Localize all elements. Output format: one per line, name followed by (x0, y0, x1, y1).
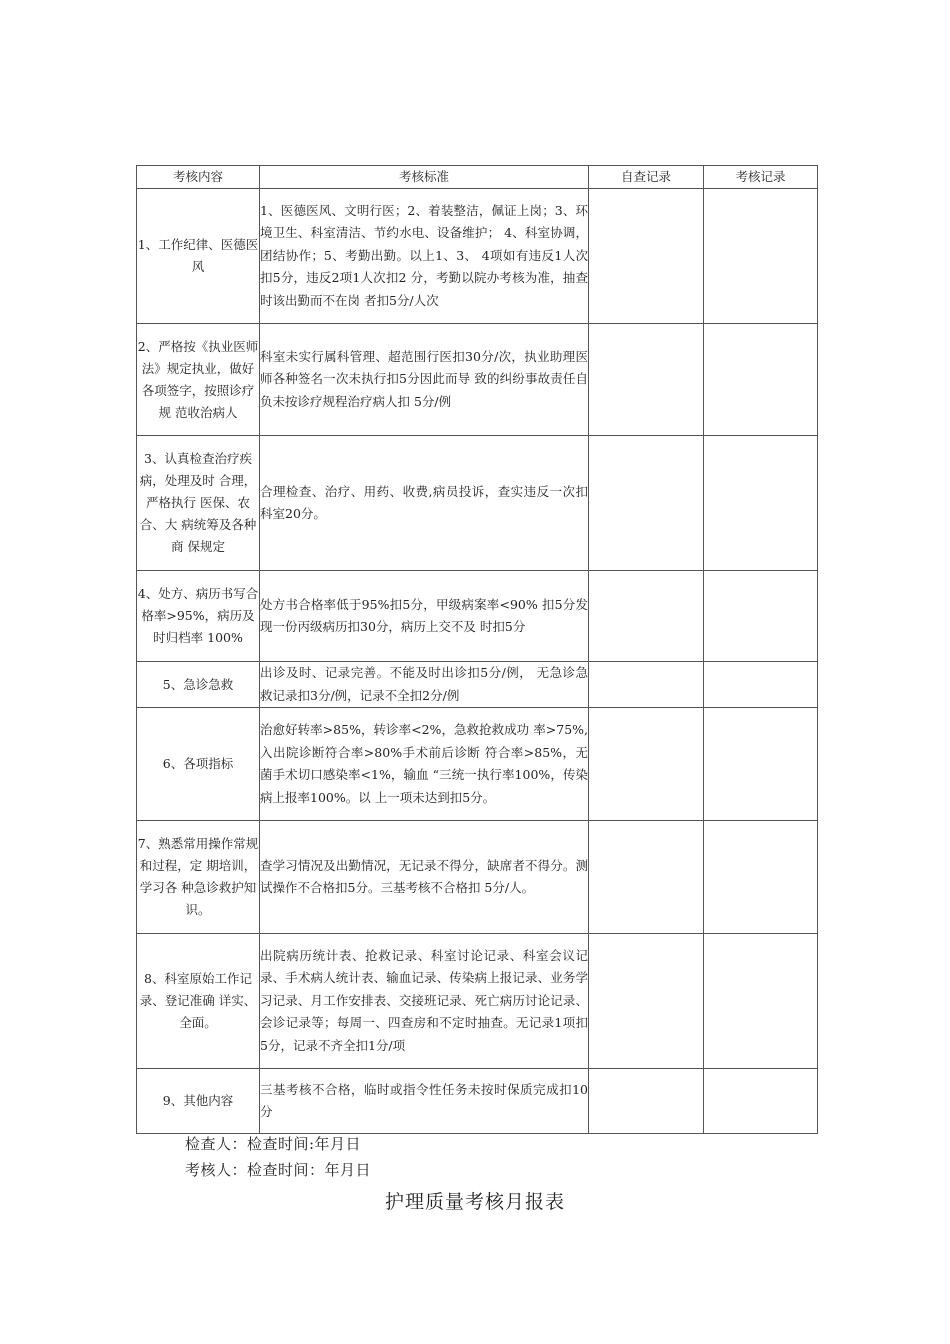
row-item: 6、各项指标 (137, 708, 260, 821)
row-standard: 查学习情况及出勤情况，无记录不得分，缺席者不得分。测试操作不合格扣5分。三基考核不合格扣 5分/人。 (260, 821, 589, 934)
row-item: 3、认真检查治疗疾病，处理及时 合理，严格执行 医保、农合、大 病统筹及各种商 保规定 (137, 436, 260, 571)
row-item: 1、工作纪律、医德医风 (137, 189, 260, 324)
assessment-sheet (136, 165, 817, 1134)
row-standard: 合理检查、治疗、用药、收费,病员投诉，查实违反一次扣科室20分。 (260, 436, 589, 571)
row-item: 7、熟悉常用操作常规和过程，定 期培训，学习各 种急诊救护知 识。 (137, 821, 260, 934)
table-row (137, 436, 818, 571)
row-item: 4、处方、病历书写合格率>95%，病历及时归档率 100% (137, 571, 260, 662)
table-row (137, 324, 818, 436)
self-check-cell[interactable] (589, 662, 704, 708)
table-row (137, 821, 818, 934)
review-cell[interactable] (704, 571, 818, 662)
review-cell[interactable] (704, 662, 818, 708)
table-row (137, 708, 818, 821)
assessor-line: 考核人：检查时间：年月日 (185, 1161, 372, 1179)
self-check-cell[interactable] (589, 324, 704, 436)
table-row (137, 189, 818, 324)
review-cell[interactable] (704, 1069, 818, 1134)
assessment-table (136, 165, 818, 1134)
review-cell[interactable] (704, 189, 818, 324)
inspector-line: 检查人：检查时间:年月日 (185, 1135, 362, 1153)
header-self-check: 自查记录 (589, 166, 704, 189)
table-row (137, 662, 818, 708)
self-check-cell[interactable] (589, 708, 704, 821)
review-cell[interactable] (704, 436, 818, 571)
next-section-title: 护理质量考核月报表 (384, 1191, 565, 1213)
row-item: 5、急诊急救 (137, 662, 260, 708)
row-standard: 处方书合格率低于95%扣5分，甲级病案率<90% 扣5分发现一份丙级病历扣30分，病历上交不及 时扣5分 (260, 571, 589, 662)
review-cell[interactable] (704, 934, 818, 1069)
review-cell[interactable] (704, 324, 818, 436)
table-row (137, 571, 818, 662)
review-cell[interactable] (704, 821, 818, 934)
row-standard: 出诊及时、记录完善。不能及时出诊扣5分/例， 无急诊急救记录扣3分/例，记录不全扣2分/例 (260, 662, 589, 708)
self-check-cell[interactable] (589, 571, 704, 662)
self-check-cell[interactable] (589, 934, 704, 1069)
row-standard: 出院病历统计表、抢救记录、科室讨论记录、科室会议记录、手术病人统计表、输血记录、传染病上报记录、业务学习记录、月工作安排表、交接班记录、死亡病历讨论记录、会诊记录等；每周一、四查房和不定时抽查。无记录1项扣5分，记录不齐全扣1分/项 (260, 934, 589, 1069)
table-row (137, 1069, 818, 1134)
row-standard: 1、医德医风、文明行医；2、着装整洁，佩证上岗；3、环境卫生、科室清洁、节约水电、设备维护； 4、科室协调，团结协作；5、考勤出勤。以上1、3、 4项如有违反1人次扣5分，违反2项1人次扣2 分，考勤以院办考核为准，抽查时该出勤而不在岗 者扣5分/人次 (260, 189, 589, 324)
self-check-cell[interactable] (589, 436, 704, 571)
row-item: 8、科室原始工作记录、登记准确 详实、全面。 (137, 934, 260, 1069)
header-standard: 考核标准 (260, 166, 589, 189)
row-item: 9、其他内容 (137, 1069, 260, 1134)
row-standard: 治愈好转率>85%，转诊率<2%，急救抢救成功 率>75%,入出院诊断符合率>80%手术前后诊断 符合率>85%，无菌手术切口感染率<1%，输血 “三统一执行率100%，传染病上报率100%。以 上一项未达到扣5分。 (260, 708, 589, 821)
row-item: 2、严格按《执业医师法》规定执业，做好各项签字，按照诊疗规 范收治病人 (137, 324, 260, 436)
row-standard: 科室未实行属科管理、超范围行医扣30分/次，执业助理医师各种签名一次未执行扣5分因此而导 致的纠纷事故责任自负未按诊疗规程治疗病人扣 5分/例 (260, 324, 589, 436)
self-check-cell[interactable] (589, 821, 704, 934)
table-row (137, 934, 818, 1069)
review-cell[interactable] (704, 708, 818, 821)
self-check-cell[interactable] (589, 189, 704, 324)
header-content: 考核内容 (137, 166, 260, 189)
header-review: 考核记录 (704, 166, 818, 189)
row-standard: 三基考核不合格，临时或指令性任务未按时保质完成扣10分 (260, 1069, 589, 1134)
self-check-cell[interactable] (589, 1069, 704, 1134)
table-header-row (137, 166, 818, 189)
